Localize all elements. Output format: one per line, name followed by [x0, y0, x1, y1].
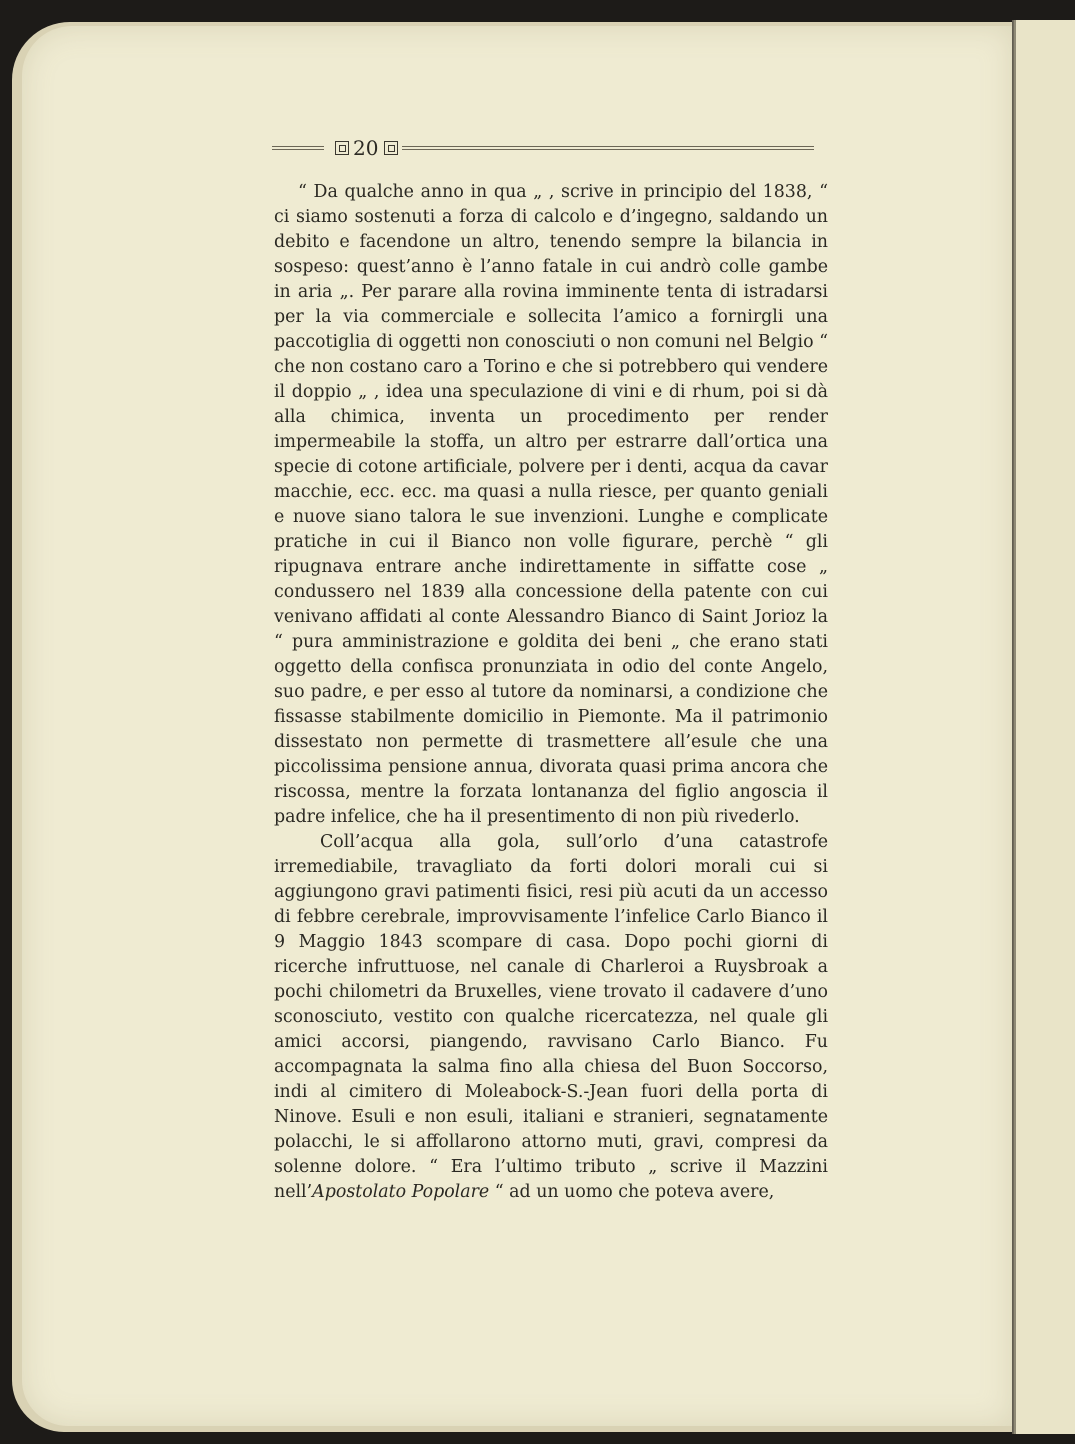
paragraph-2: [274, 830, 828, 1205]
paragraph-1: “ Da qualche anno in qua „ , scrive in principio del 1838, “ ci siamo sostenuti a forza di calcolo e d’ingegno, saldando un debito e facendone un altro, tenendo sempre la bilancia in sospeso: quest’anno è l’anno fatale in cui andrò colle gambe in aria „. Per parare alla rovina imminente tenta di istradarsi per la via commerciale e sollecita l’amico a fornirgli una paccotiglia di oggetti non conosciuti o non comuni nel Belgio “ che non costano caro a Torino e che si potrebbero qui vendere il doppio „ , idea una speculazione di vini e di rhum, poi si dà alla chimica, inventa un procedimento per render impermeabile la stoffa, un altro per estrarre dall’ortica una specie di cotone artificiale, polvere per i denti, acqua da cavar macchie, ecc. ecc. ma quasi a nulla riesce, per quanto geniali e nuove siano talora le sue invenzioni. Lunghe e complicate pratiche in cui il Bianco non volle figurare, perchè “ gli ripugnava entrare anche indirettamente in siffatte cose „ condussero nel 1839 alla concessione della patente con cui venivano affidati al conte Alessandro Bianco di Saint Jorioz la “ pura amministrazione e goldita dei beni „ che erano stati oggetto della confisca pronunziata in odio del conte Angelo, suo padre, e per esso al tutore da nominarsi, a condizione che fissasse stabilmente domicilio in Piemonte. Ma il patrimonio dissestato non permette di trasmettere all’esule che una piccolissima pensione annua, divorata quasi prima ancora che riscossa, mentre la forzata lontananza del figlio angoscia il padre infelice, che ha il presentimento di non più rivederlo.: [274, 182, 828, 827]
paragraph-2-text: Coll’acqua alla gola, sull’orlo d’una catastrofe irremediabile, travagliato da forti dolori morali cui si aggiungono gravi patimenti fisici, resi più acuti da un accesso di febbre cerebrale, improvvisamente l’infelice Carlo Bianco il 9 Maggio 1843 scompare di casa. Dopo pochi giorni di ricerche infruttuose, nel canale di Charleroi a Ruysbroak a pochi chilometri da Bruxelles, viene trovato il cadavere d’uno sconosciuto, vestito con qualche ricercatezza, nel quale gli amici accorsi, piangendo, ravvisano Carlo Bianco. Fu accompagnata la salma fino alla chiesa del Buon Soccorso, indi al cimitero di Moleabock-S.-Jean fuori della porta di Ninove. Esuli e non esuli, italiani e stranieri, segnatamente polacchi, le si affollarono attorno muti, gravi, compresi da solenne dolore. “ Era l’ultimo tributo „ scrive il Mazzini nell’: [274, 832, 828, 1202]
publication-title: Apostolato Popolare: [312, 1182, 490, 1202]
body-text: [274, 180, 828, 1205]
header-rule-left: [272, 146, 324, 150]
adjacent-page: [1014, 20, 1075, 1434]
header-rule-right: [402, 146, 814, 150]
paragraph-2-tail: “ ad un uomo che poteva avere,: [489, 1182, 775, 1202]
running-header: [272, 136, 814, 162]
page-number: 20: [353, 136, 379, 160]
square-ornament-icon: [335, 141, 349, 155]
square-ornament-icon: [384, 141, 398, 155]
